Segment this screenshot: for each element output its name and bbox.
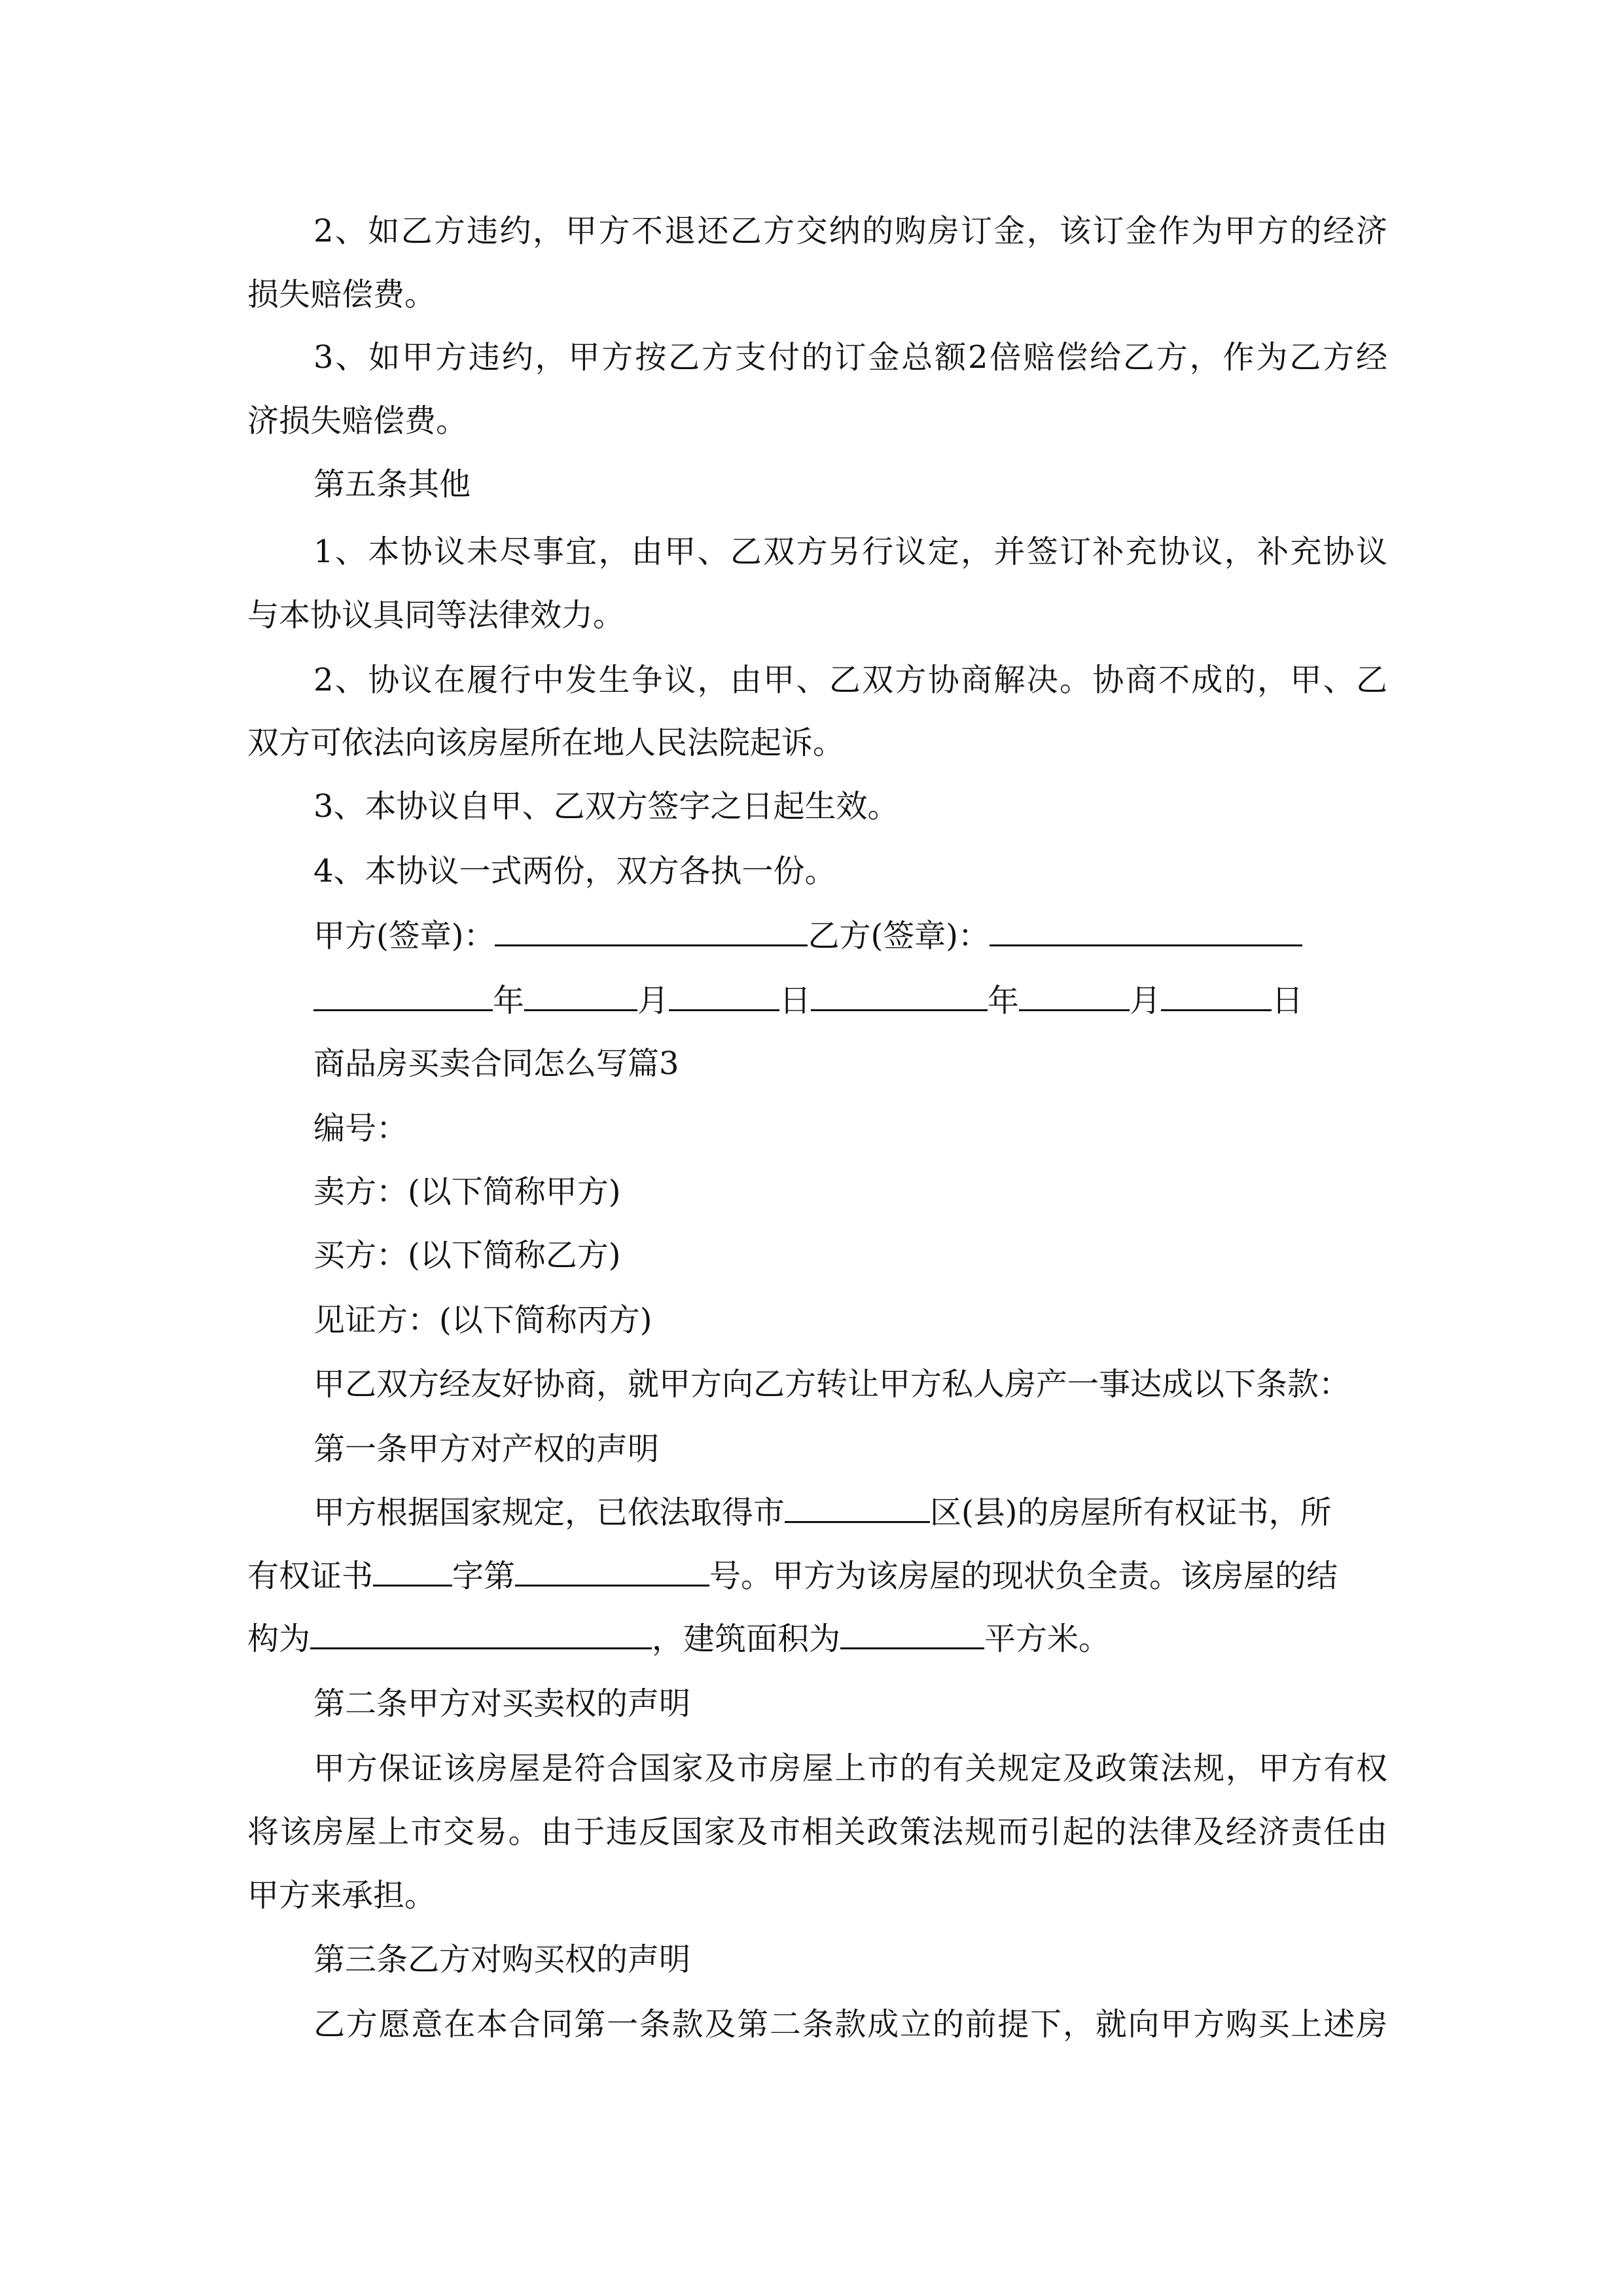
property-line bbox=[247, 1611, 1387, 1666]
section-heading: 第三条乙方对购买权的声明 bbox=[313, 1941, 691, 1978]
year-label: 年 bbox=[493, 982, 525, 1019]
certificate-prefix-blank[interactable] bbox=[373, 1554, 452, 1587]
party-b-label: 乙方(签章)： bbox=[808, 918, 990, 954]
day-blank[interactable] bbox=[1161, 979, 1272, 1011]
text: 号。甲方为该房屋的现状负全责。该房屋的结 bbox=[709, 1558, 1338, 1594]
day-blank[interactable] bbox=[669, 979, 779, 1011]
month-label: 月 bbox=[637, 982, 669, 1019]
paragraph-line: 2、协议在履行中发生争议，由甲、乙双方协商解决。协商不成的，甲、乙 bbox=[313, 662, 1387, 698]
buyer-line: 买方：(以下简称乙方) bbox=[313, 1237, 621, 1274]
text: 区(县)的房屋所有权证书，所 bbox=[930, 1494, 1332, 1531]
text: 构为 bbox=[247, 1621, 311, 1657]
structure-blank[interactable] bbox=[310, 1617, 652, 1649]
section-heading: 第一条甲方对产权的声明 bbox=[313, 1431, 660, 1467]
witness-line: 见证方：(以下简称丙方) bbox=[313, 1302, 652, 1338]
year-label: 年 bbox=[988, 982, 1020, 1019]
signature-line bbox=[313, 908, 1387, 963]
year-blank[interactable] bbox=[313, 979, 493, 1011]
date-line bbox=[313, 973, 1387, 1028]
month-blank[interactable] bbox=[524, 979, 637, 1011]
paragraph-line: 损失赔偿费。 bbox=[247, 276, 437, 313]
paragraph-line: 1、本协议未尽事宜，由甲、乙双方另行议定，并签订补充协议，补充协议 bbox=[313, 533, 1387, 570]
section-heading: 第五条其他 bbox=[313, 466, 471, 503]
paragraph-line: 甲方保证该房屋是符合国家及市房屋上市的有关规定及政策法规，甲方有权 bbox=[313, 1750, 1387, 1787]
area-blank[interactable] bbox=[840, 1617, 984, 1649]
text: 平方米。 bbox=[984, 1621, 1111, 1657]
text: 字第 bbox=[452, 1558, 516, 1594]
party-a-signature-blank[interactable] bbox=[495, 914, 808, 946]
month-blank[interactable] bbox=[1019, 979, 1130, 1011]
paragraph-line: 双方可依法向该房屋所在地人民法院起诉。 bbox=[247, 725, 845, 761]
text: 甲方根据国家规定，已依法取得市 bbox=[313, 1494, 785, 1531]
paragraph-line: 将该房屋上市交易。由于违反国家及市相关政策法规而引起的法律及经济责任由 bbox=[247, 1814, 1387, 1850]
seller-line: 卖方：(以下简称甲方) bbox=[313, 1174, 621, 1210]
year-blank[interactable] bbox=[811, 979, 988, 1011]
property-line bbox=[313, 1485, 1387, 1540]
paragraph-line: 乙方愿意在本合同第一条款及第二条款成立的前提下，就向甲方购买上述房 bbox=[313, 2006, 1387, 2043]
text: ，建筑面积为 bbox=[652, 1621, 841, 1657]
party-a-label: 甲方(签章)： bbox=[313, 918, 495, 954]
paragraph-line: 3、如甲方违约，甲方按乙方支付的订金总额2倍赔偿给乙方，作为乙方经 bbox=[313, 339, 1387, 376]
property-line bbox=[247, 1549, 1387, 1604]
text: 有权证书 bbox=[247, 1558, 374, 1594]
day-label: 日 bbox=[1272, 982, 1304, 1019]
paragraph-line: 2、如乙方违约，甲方不退还乙方交纳的购房订金，该订金作为甲方的经济 bbox=[313, 213, 1387, 249]
day-label: 日 bbox=[779, 982, 812, 1019]
city-blank[interactable] bbox=[785, 1491, 930, 1523]
paragraph-line: 甲方来承担。 bbox=[247, 1877, 437, 1914]
paragraph-line: 3、本协议自甲、乙双方签字之日起生效。 bbox=[313, 788, 899, 825]
section-heading: 第二条甲方对买卖权的声明 bbox=[313, 1685, 691, 1722]
month-label: 月 bbox=[1130, 982, 1162, 1019]
paragraph-line: 与本协议具同等法律效力。 bbox=[247, 597, 625, 634]
certificate-number-blank[interactable] bbox=[515, 1554, 709, 1587]
paragraph-line: 济损失赔偿费。 bbox=[247, 403, 468, 439]
paragraph-line: 4、本协议一式两份，双方各执一份。 bbox=[313, 853, 836, 889]
contract-number: 编号： bbox=[313, 1110, 408, 1147]
paragraph-line: 甲乙双方经友好协商，就甲方向乙方转让甲方私人房产一事达成以下条款： bbox=[313, 1366, 1351, 1403]
section-title: 商品房买卖合同怎么写篇3 bbox=[313, 1045, 679, 1082]
party-b-signature-blank[interactable] bbox=[990, 914, 1302, 946]
